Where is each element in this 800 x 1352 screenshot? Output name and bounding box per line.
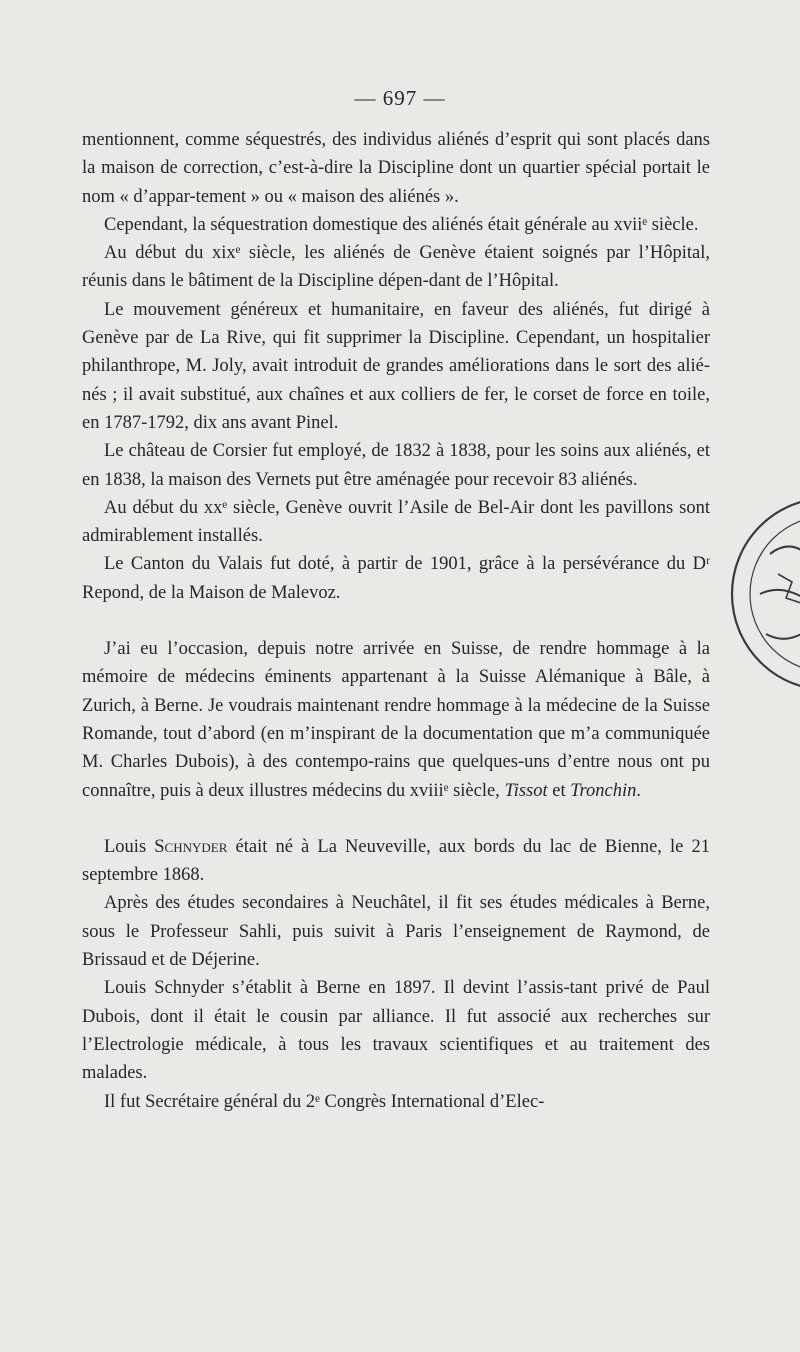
paragraph	[82, 833, 710, 890]
text-run: Louis	[104, 836, 155, 857]
body-text	[82, 126, 710, 1116]
paragraph: Au début du xxᵉ siècle, Genève ouvrit l’Asile de Bel-Air dont les pavillons sont admirablement installés.	[82, 497, 710, 547]
paragraph	[82, 635, 710, 805]
paragraph: Le château de Corsier fut employé, de 1832 à 1838, pour les soins aux aliénés, et en 1838, la maison des Vernets put être aménagée pour recevoir 83 aliénés.	[82, 441, 710, 490]
paragraph: Le Canton du Valais fut doté, à partir de 1901, grâce à la persévérance du Dʳ Repond, de la Maison de Malevoz.	[82, 554, 710, 603]
paragraph: Il fut Secrétaire général du 2ᵉ Congrès International d’Elec-	[104, 1091, 545, 1112]
page-number: — 697 —	[354, 86, 446, 110]
paragraph: Cependant, la séquestration domestique des aliénés était générale au xviiᵉ siècle.	[104, 214, 699, 235]
paragraph: Au début du xixᵉ siècle, les aliénés de Genève étaient soignés par l’Hôpital, réunis dans le bâtiment de la Discipline dépen-dant de l’Hôpital.	[82, 243, 710, 292]
text-run: .	[636, 780, 642, 801]
text-run: et	[547, 780, 571, 801]
paragraph: mentionnent, comme séquestrés, des individus aliénés d’esprit qui sont placés dans la maison de correction, c’est-à-dire la Discipline dont un quartier spécial portait le nom « d’appar-tement » ou « maison des aliénés ».	[82, 130, 710, 207]
person-name: Tronchin	[570, 780, 637, 801]
paragraph: Après des études secondaires à Neuchâtel, il fit ses études médicales à Berne, sous le Professeur Sahli, puis suivit à Paris l’enseignement de Raymond, de Brissaud et de Déjerine.	[82, 893, 710, 971]
paragraph: Louis Schnyder s’établit à Berne en 1897. Il devint l’assis-tant privé de Paul Dubois, dont il était le cousin par alliance. Il fut associé aux recherches sur l’Electrologie médicale, à tous les travaux scientifiques et au traitement des malades.	[82, 978, 710, 1084]
section-gap	[82, 607, 710, 635]
section-gap	[82, 805, 710, 833]
person-name: Tissot	[504, 780, 548, 801]
paragraph: Le mouvement généreux et humanitaire, en faveur des aliénés, fut dirigé à Genève par de La Rive, qui fit supprimer la Discipline. Cependant, un hospitalier philanthrope, M. Joly, avait introduit de grandes améliorations dans le sort des alié-nés ; il avait substitué, aux chaînes et aux colliers de fer, le corset de force en toile, en 1787-1792, dix ans avant Pinel.	[82, 299, 710, 433]
library-stamp-icon	[730, 494, 800, 704]
person-surname: Schnyder	[154, 836, 228, 857]
text-run: J’ai eu l’occasion, depuis notre arrivée en Suisse, de rendre hommage à la mémoire de médecins éminents appartenant à la Suisse Alémanique à Bâle, à Zurich, à Berne. Je voudrais maintenant rendre hommage à la médecine de la Suisse Romande, tout d’abord (en m’inspirant de la documentation que m’a communiquée M. Charles Dubois), à des contempo-rains que quelques-uns d’entre nous ont pu connaître, puis à deux illustres médecins du xviiiᵉ siècle,	[82, 639, 710, 801]
text-run: était né à La Neuveville, aux bords du lac de Bienne, le 21 septembre 1868.	[82, 836, 710, 886]
